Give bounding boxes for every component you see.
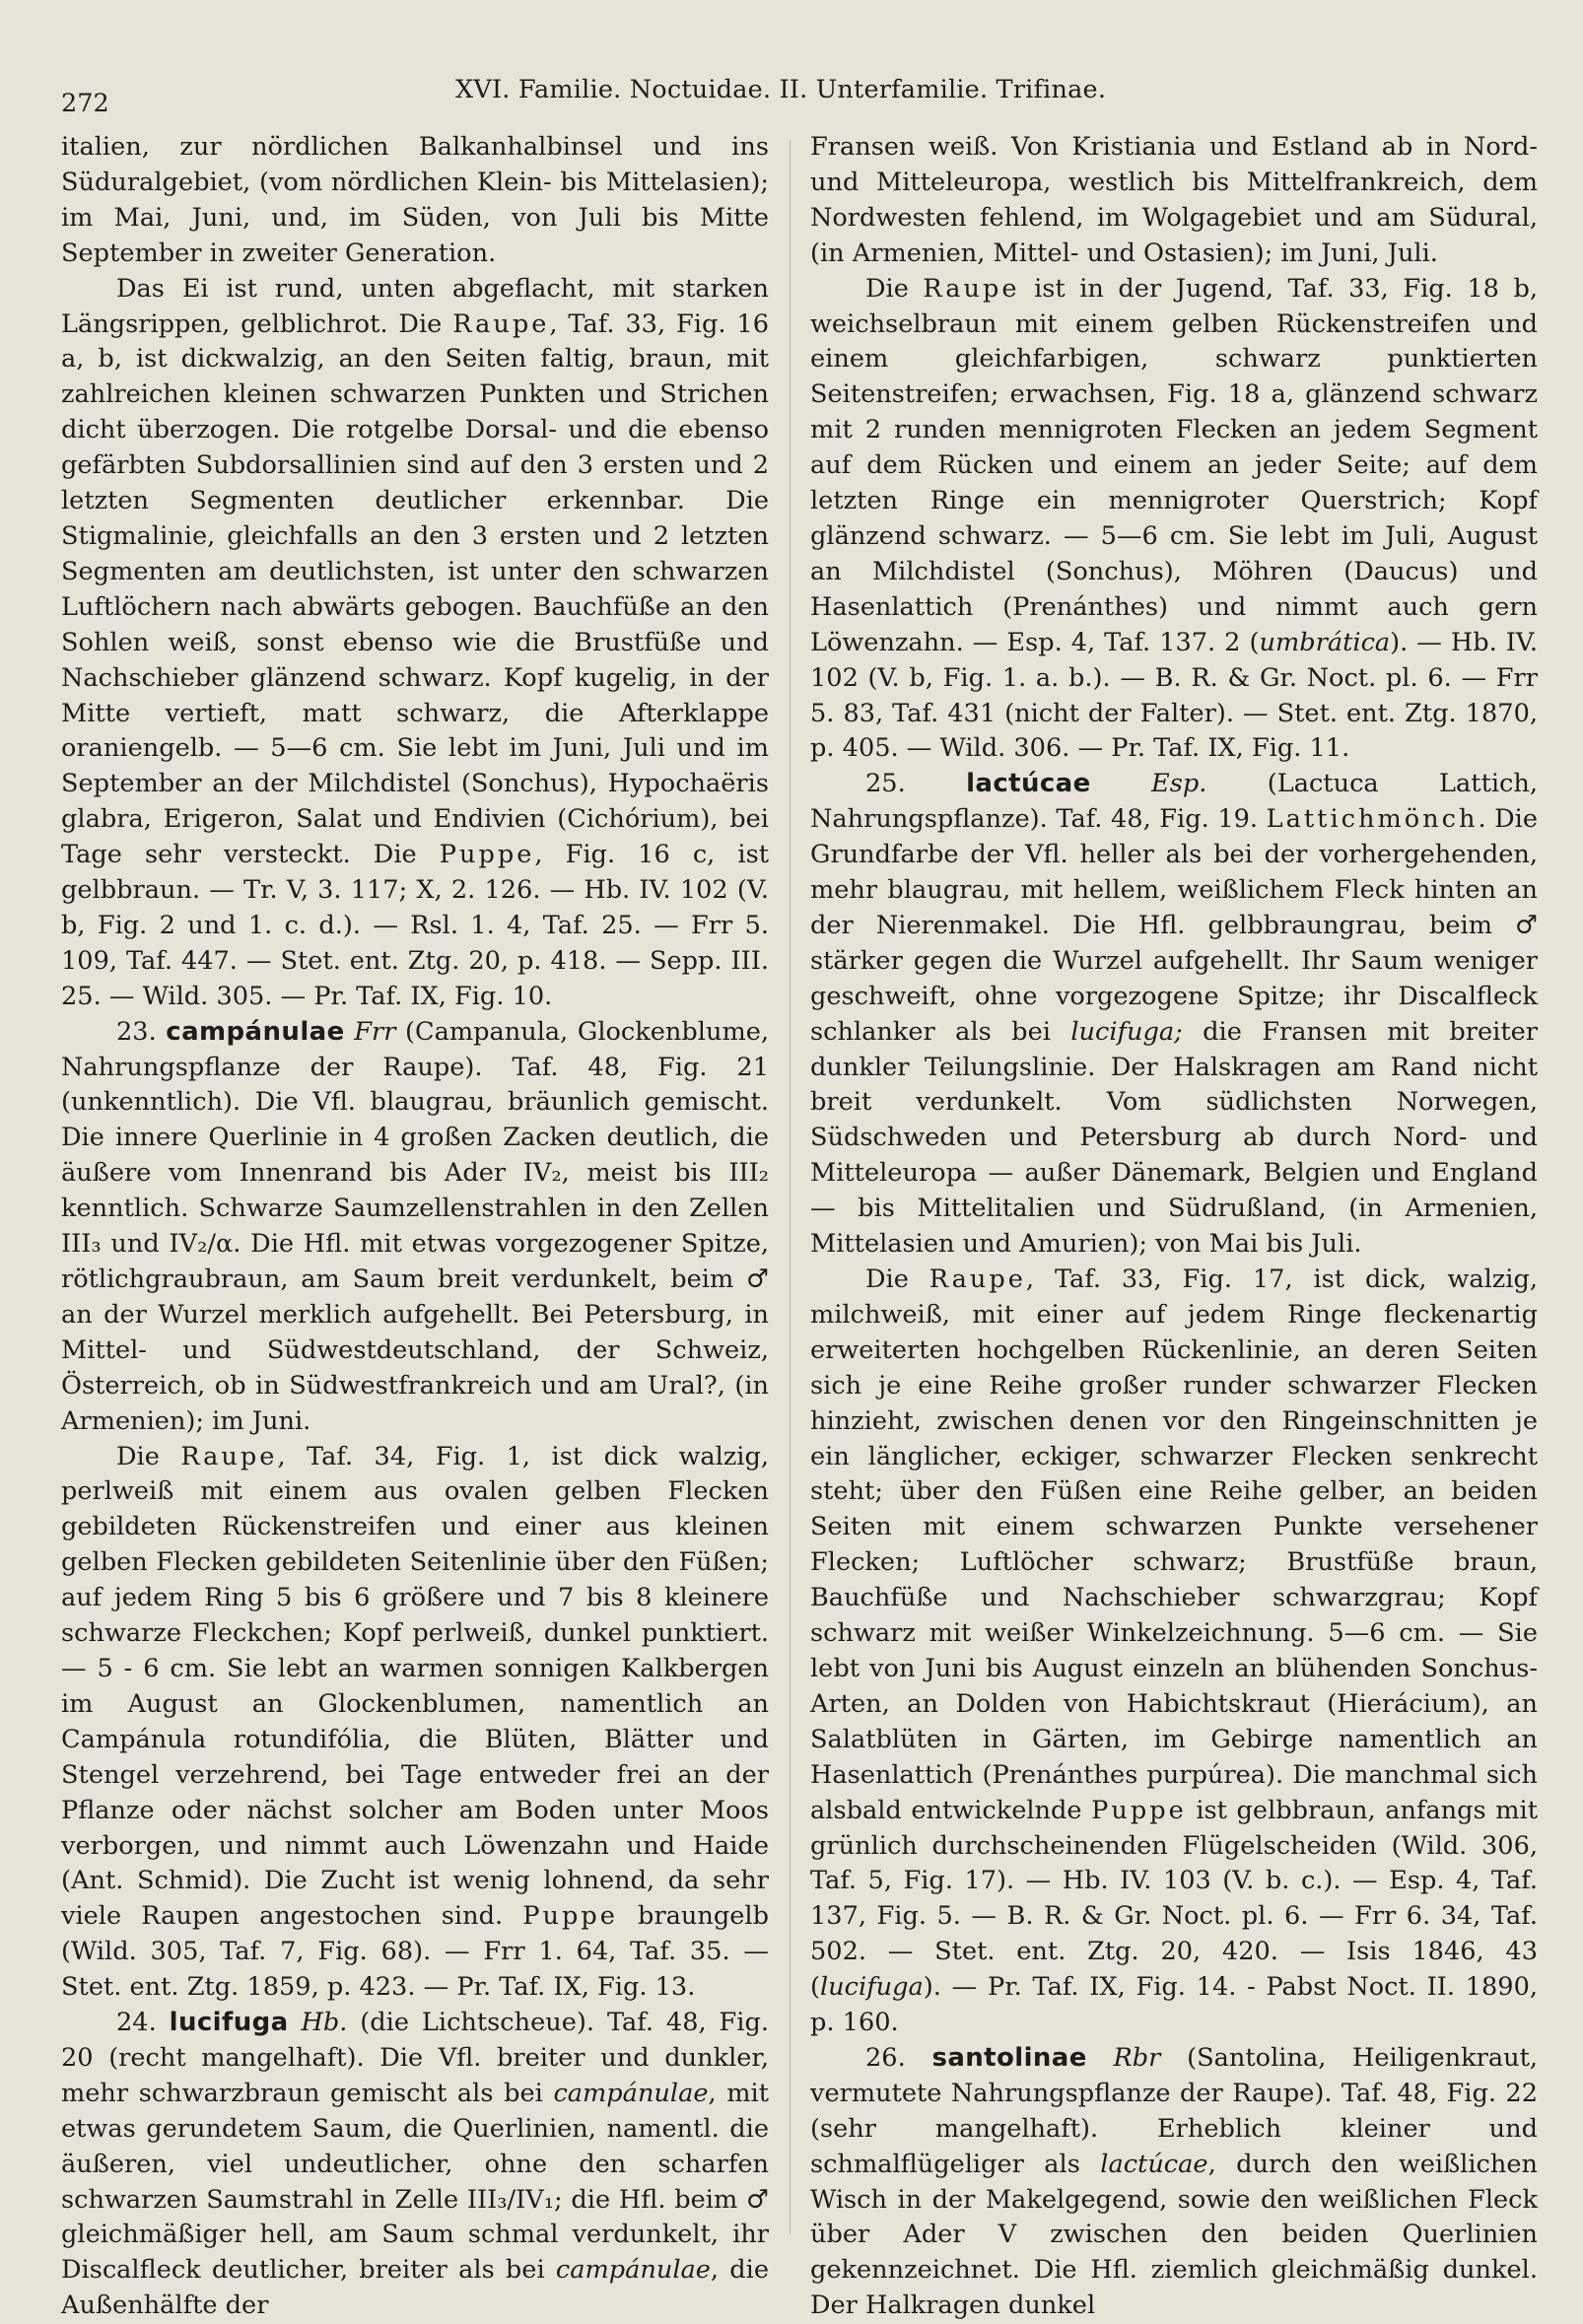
species-name: lactúcae — [966, 769, 1091, 799]
running-head: XVI. Familie. Noctuidae. II. Unterfamilie. Trifinae. — [455, 75, 1107, 104]
paragraph: Die Raupe ist in der Jugend, Taf. 33, Fig. 18 b, weichselbraun mit einem gelben Rückenstreifen und einem gleichfarbigen, schwarz punktierten Seitenstreifen; erwachsen, Fig. 18 a, glänzend schwarz mit 2 runden mennigroten Flecken an jedem Segment auf dem Rücken und einem an jeder Seite; auf dem letzten Ringe ein mennigroter Querstrich; Kopf glänzend schwarz. — 5—6 cm. Sie lebt im Juli, August an Milchdistel (Sonchus), Möhren (Daucus) und Hasenlattich (Prenánthes) und nimmt auch gern Löwenzahn. — Esp. 4, Taf. 137. 2 (umbrática). — Hb. IV. 102 (V. b, Fig. 1. a. b.). — B. R. & Gr. Noct. pl. 6. — Frr 5. 83, Taf. 431 (nicht der Falter). — Stet. ent. Ztg. 1870, p. 405. — Wild. 306. — Pr. Taf. IX, Fig. 11. — [810, 273, 1538, 764]
right-column — [810, 130, 1538, 2324]
species-entry-lucifuga: 24. lucifuga Hb. (die Lichtscheue). Taf. 48, Fig. 20 (recht mangelhaft). Die Vfl. breiter und dunkler, mehr schwarzbraun gemischt als bei campánulae, mit etwas gerundetem Saum, die Querlinien, namentl. die äußeren, viel undeutlicher, ohne den scharfen schwarzen Saumstrahl in Zelle III₃/IV₁; die Hfl. beim ♂ gleichmäßiger hell, am Saum schmal verdunkelt, ihr Discalfleck deutlicher, breiter als bei campánulae, die Außenhälfte der — [61, 2008, 769, 2321]
species-name: campánulae — [166, 1016, 345, 1047]
species-entry-santolinae: 26. santolinae Rbr (Santolina, Heiligenkraut, vermutete Nahrungspflanze der Raupe). Taf. 48, Fig. 22 (sehr mangelhaft). Erheblich kleiner und schmalflügeliger als lactúcae, durch den weißlichen Wisch in der Makelgegend, sowie den weißlichen Fleck über Ader V zwischen den beiden Querlinien gekennzeichnet. Die Hfl. ziemlich gleichmäßig dunkel. Der Halkragen dunkel — [810, 2042, 1539, 2321]
species-name: santolinae — [931, 2042, 1087, 2073]
species-name: lucifuga — [169, 2008, 289, 2038]
paragraph: italien, zur nördlichen Balkanhalbinsel und ins Süduralgebiet, (vom nördlichen Klein- bis Mittelasien); im Mai, Juni, und, im Süden, von Juli bis Mitte September in zweiter Generation. — [61, 132, 769, 268]
paragraph: Das Ei ist rund, unten abgeflacht, mit starken Längsrippen, gelblichrot. Die Raupe, Taf. 33, Fig. 16 a, b, ist dickwalzig, an den Seiten faltig, braun, mit zahlreichen kleinen schwarzen Punkten und Strichen dicht überzogen. Die rotgelbe Dorsal- und die ebenso gefärbten Subdorsallinien sind auf den 3 ersten und 2 letzten Segmenten deutlicher erkennbar. Die Stigmalinie, gleichfalls an den 3 ersten und 2 letzten Segmenten am deutlichsten, ist unter den schwarzen Luftlöchern nach abwärts gebogen. Bauchfüße an den Sohlen weiß, sonst ebenso wie die Brustfüße und Nachschieber glänzend schwarz. Kopf kugelig, in der Mitte vertieft, matt schwarz, die Afterklappe oraniengelb. — 5—6 cm. Sie lebt im Juni, Juli und im September an der Milchdistel (Sonchus), Hypochaëris glabra, Erigeron, Salat und Endivien (Cichórium), bei Tage sehr versteckt. Die Puppe, Fig. 16 c, ist gelbbraun. — Tr. V, 3. 117; X, 2. 126. — Hb. IV. 102 (V. b, Fig. 2 und 1. c. d.). — Rsl. 1. 4, Taf. 25. — Frr 5. 109, Taf. 447. — Stet. ent. Ztg. 20, p. 418. — Sepp. III. 25. — Wild. 305. — Pr. Taf. IX, Fig. 10. — [61, 273, 769, 1011]
species-entry-campanulae: 23. campánulae Frr (Campanula, Glockenblume, Nahrungspflanze der Raupe). Taf. 48, Fig. 21 (unkenntlich). Die Vfl. blaugrau, bräunlich gemischt. Die innere Querlinie in 4 großen Zacken deutlich, die äußere vom Innenrand bis Ader IV₂, meist bis III₂ kenntlich. Schwarze Saumzellenstrahlen in den Zellen III₃ und IV₂/α. Die Hfl. mit etwas vorgezogener Spitze, rötlichgraubraun, am Saum breit verdunkelt, beim ♂ an der Wurzel merklich aufgehellt. Bei Petersburg, in Mittel- und Südwestdeutschland, der Schweiz, Österreich, ob in Südwestfrankreich und am Ural?, (in Armenien); im Juni. — [61, 1016, 769, 1436]
left-column — [61, 130, 769, 2324]
species-entry-lactucae: 25. lactúcae Esp. (Lactuca Lattich, Nahrungspflanze). Taf. 48, Fig. 19. Lattichmönch. Die Grundfarbe der Vfl. heller als bei der vorhergehenden, mehr blaugrau, mit hellem, weißlichem Fleck hinten an der Nierenmakel. Die Hfl. gelbbraungrau, beim ♂ stärker gegen die Wurzel aufgehellt. Ihr Saum weniger geschweift, ohne vorgezogene Spitze; ihr Discalfleck schlanker als bei lucifuga; die Fransen mit breiter dunkler Teilungslinie. Der Halskragen am Rand nicht breit verdunkelt. Vom südlichsten Norwegen, Südschweden und Petersburg ab durch Nord- und Mitteleuropa — außer Dänemark, Belgien und England — bis Mittelitalien und Südrußland, (in Armenien, Mittelasien und Amurien); von Mai bis Juli. — [810, 769, 1539, 1260]
paragraph: Die Raupe, Taf. 34, Fig. 1, ist dick walzig, perlweiß mit einem aus ovalen gelben Flecken gebildeten Rückenstreifen und einer aus kleinen gelben Flecken gebildeten Seitenlinie über den Füßen; auf jedem Ring 5 bis 6 größere und 7 bis 8 kleinere schwarze Fleckchen; Kopf perlweiß, dunkel punktiert. — 5 - 6 cm. Sie lebt an warmen sonnigen Kalkbergen im August an Glockenblumen, namentlich an Campánula rotundifólia, die Blüten, Blätter und Stengel verzehrend, bei Tage entweder frei an der Pflanze oder nächst solcher am Boden unter Moos verborgen, und nimmt auch Löwenzahn und Haide (Ant. Schmid). Die Zucht ist wenig lohnend, da sehr viele Raupen angestochen sind. Puppe braungelb (Wild. 305, Taf. 7, Fig. 68). — Frr 1. 64, Taf. 35. — Stet. ent. Ztg. 1859, p. 423. — Pr. Taf. IX, Fig. 13. — [61, 1441, 769, 2003]
page-header — [61, 69, 1540, 118]
paragraph: Fransen weiß. Von Kristiania und Estland ab in Nord- und Mitteleuropa, westlich bis Mittelfrankreich, dem Nordwesten fehlend, im Wolgagebiet und am Südural, (in Armenien, Mittel- und Ostasien); im Juni, Juli. — [810, 132, 1538, 268]
paragraph: Die Raupe, Taf. 33, Fig. 17, ist dick, walzig, milchweiß, mit einer auf jedem Ringe fleckenartig erweiterten hochgelben Rückenlinie, an deren Seiten sich je eine Reihe großer runder schwarzer Flecken hinzieht, zwischen denen vor den Ringeinschnitten je ein länglicher, eckiger, schwarzer Flecken senkrecht steht; über den Füßen eine Reihe gelber, an beiden Seiten mit einem schwarzen Punkte versehener Flecken; Luftlöcher schwarz; Brustfüße braun, Bauchfüße und Nachschieber schwarzgrau; Kopf schwarz mit weißer Winkelzeichnung. 5—6 cm. — Sie lebt von Juni bis August einzeln an blühenden Sonchus-Arten, an Dolden von Habichtskraut (Hierácium), an Salatblüten in Gärten, im Gebirge namentlich an Hasenlattich (Prenánthes purpúrea). Die manchmal sich alsbald entwickelnde Puppe ist gelbbraun, anfangs mit grünlich durchscheinenden Flügelscheiden (Wild. 306, Taf. 5, Fig. 17). — Hb. IV. 103 (V. b. c.). — Esp. 4, Taf. 137, Fig. 5. — B. R. & Gr. Noct. pl. 6. — Frr 6. 34, Taf. 502. — Stet. ent. Ztg. 20, 420. — Isis 1846, 43 (lucifuga). — Pr. Taf. IX, Fig. 14. - Pabst Noct. II. 1890, p. 160. — [810, 1265, 1538, 2038]
page-number: 272 — [61, 89, 109, 118]
column-divider — [790, 140, 791, 2234]
